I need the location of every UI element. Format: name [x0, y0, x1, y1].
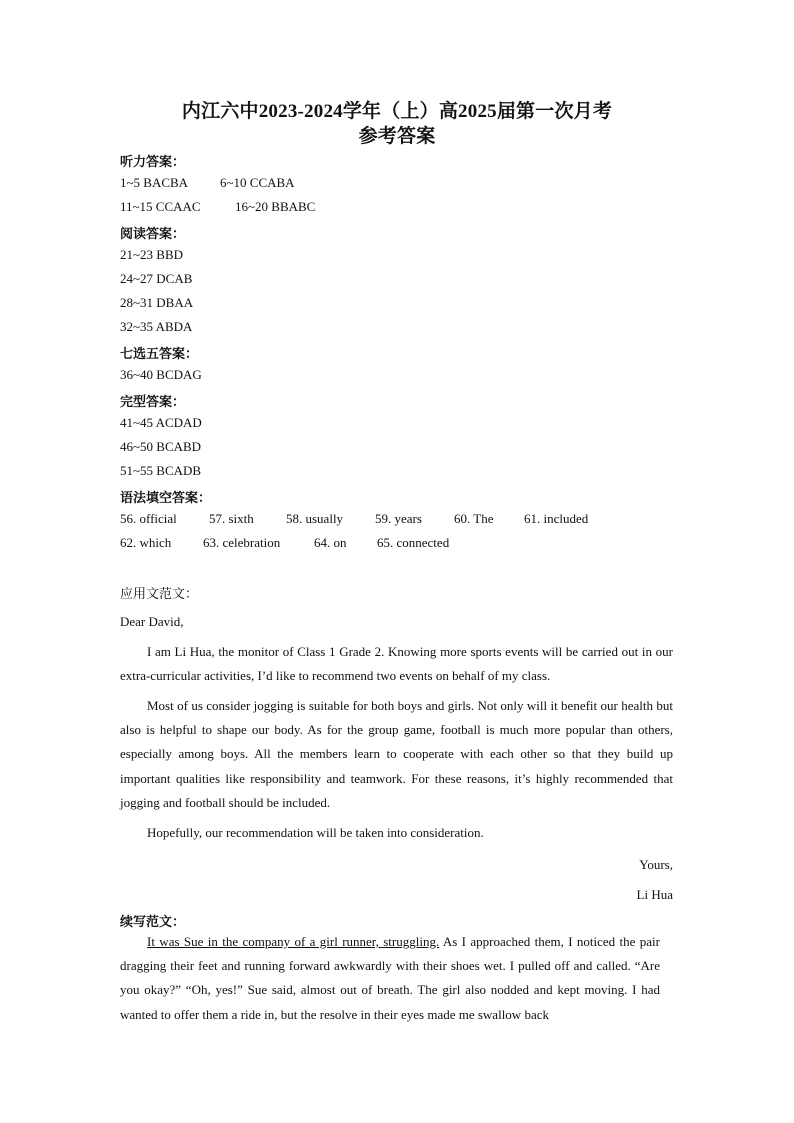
- letter-signature: Li Hua: [636, 887, 673, 902]
- answer-item: 58. usually: [286, 511, 344, 526]
- answer-item: 63. celebration: [203, 535, 281, 550]
- answer-group: 41~45 ACDAD: [120, 415, 202, 430]
- continuation-paragraph: [120, 930, 660, 1027]
- page-subtitle: 参考答案: [358, 126, 436, 147]
- answer-item: 59. years: [375, 511, 422, 526]
- answer-group: 51~55 BCADB: [120, 463, 202, 478]
- seven-five-label: 七选五答案：: [120, 346, 199, 361]
- answer-item: 56. official: [120, 511, 177, 526]
- answer-group: 28~31 DBAA: [120, 295, 194, 310]
- applied-writing-label: 应用文范文：: [120, 586, 199, 601]
- answer-group: 36~40 BCDAG: [120, 367, 202, 382]
- answer-group: 16~20 BBABC: [235, 199, 316, 214]
- letter-paragraph: I am Li Hua, the monitor of Class 1 Grade 2. Knowing more sports events will be carried out in our extra-curricular activities, I’d like to recommend two events on behalf of my class.: [120, 644, 673, 684]
- continuation-label: 续写范文：: [120, 914, 186, 929]
- cloze-label: 完型答案：: [120, 394, 186, 409]
- letter-paragraph: Hopefully, our recommendation will be taken into consideration.: [147, 825, 484, 840]
- letter-greeting: Dear David,: [120, 614, 184, 629]
- listening-label: 听力答案：: [120, 154, 186, 169]
- answer-item: 57. sixth: [209, 511, 254, 526]
- answer-group: 11~15 CCAAC: [120, 199, 201, 214]
- answer-group: 6~10 CCABA: [220, 175, 295, 190]
- continuation-text: As I approached them, I noticed the pair dragging their feet and running forward awkwardly with their shoes wet. I pulled off and called. “Are you okay?” “Oh, yes!” Sue said, almost out of breath. The girl also nodded and kept moving. I had wanted to offer them a ride in, but the resolve in their eyes made me swallow back: [120, 934, 660, 1022]
- answer-item: 62. which: [120, 535, 172, 550]
- answer-group: 46~50 BCABD: [120, 439, 202, 454]
- letter-closing: Yours,: [639, 857, 673, 872]
- answer-item: 64. on: [314, 535, 347, 550]
- grammar-label: 语法填空答案：: [120, 490, 212, 505]
- answer-item: 60. The: [454, 511, 494, 526]
- answer-group: 1~5 BACBA: [120, 175, 189, 190]
- answer-group: 24~27 DCAB: [120, 271, 193, 286]
- answer-group: 21~23 BBD: [120, 247, 184, 262]
- reading-label: 阅读答案：: [120, 226, 186, 241]
- letter-paragraph: Most of us consider jogging is suitable for both boys and girls. Not only will it benefit our health but also is helpful to shape our body. As for the group game, football is much more popular than others, especially among boys. All the members learn to cooperate with each other so that they build up important qualities like responsibility and teamwork. For these reasons, it’s highly recommended that jogging and football should be included.: [120, 698, 673, 810]
- answer-item: 65. connected: [377, 535, 450, 550]
- answer-item: 61. included: [524, 511, 589, 526]
- page-title: 内江六中2023-2024学年（上）高2025届第一次月考: [181, 101, 613, 122]
- underlined-sentence: It was Sue in the company of a girl runner, struggling.: [147, 934, 440, 949]
- answer-group: 32~35 ABDA: [120, 319, 193, 334]
